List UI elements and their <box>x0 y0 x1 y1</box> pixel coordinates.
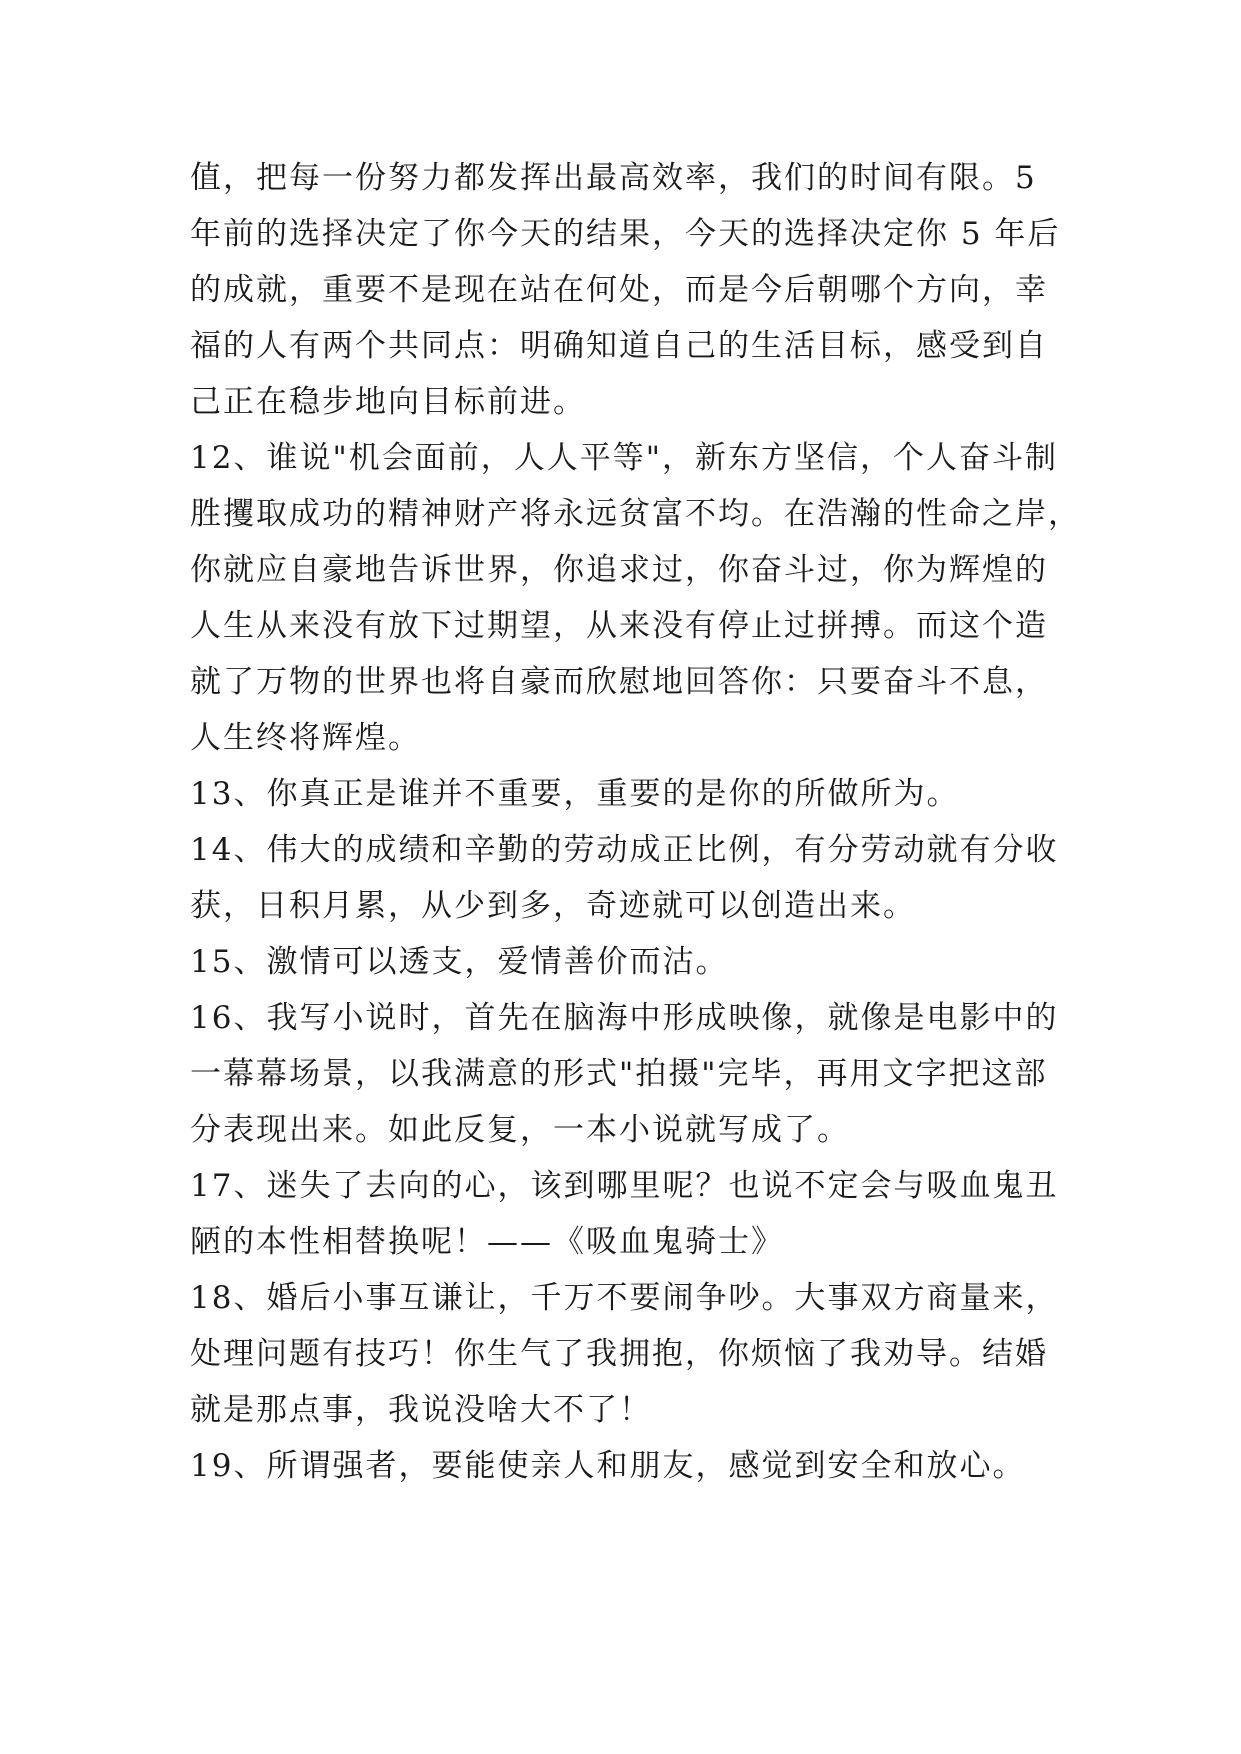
text-line: 16、我写小说时，首先在脑海中形成映像，就像是电影中的 <box>190 1000 1059 1036</box>
text-line: 一幕幕场景，以我满意的形式"拍摄"完毕，再用文字把这部 <box>190 1056 1048 1092</box>
text-line: 12、谁说"机会面前，人人平等"，新东方坚信，个人奋斗制 <box>190 440 1058 476</box>
text-line: 值，把每一份努力都发挥出最高效率，我们的时间有限。5 <box>190 160 1037 196</box>
text-line: 你就应自豪地告诉世界，你追求过，你奋斗过，你为辉煌的 <box>190 552 1048 588</box>
text-line: 人生从来没有放下过期望，从来没有停止过拼搏。而这个造 <box>190 608 1048 644</box>
text-line: 分表现出来。如此反复，一本小说就写成了。 <box>190 1112 850 1148</box>
text-line: 就了万物的世界也将自豪而欣慰地回答你：只要奋斗不息， <box>190 664 1048 700</box>
text-line: 福的人有两个共同点：明确知道自己的生活目标，感受到自 <box>190 328 1048 364</box>
text-line: 就是那点事，我说没啥大不了！ <box>190 1392 652 1428</box>
text-line: 获，日积月累，从少到多，奇迹就可以创造出来。 <box>190 888 916 924</box>
text-line: 处理问题有技巧！你生气了我拥抱，你烦恼了我劝导。结婚 <box>190 1336 1048 1372</box>
text-line: 13、你真正是谁并不重要，重要的是你的所做所为。 <box>190 776 960 812</box>
text-line: 14、伟大的成绩和辛勤的劳动成正比例，有分劳动就有分收 <box>190 832 1059 868</box>
text-line: 人生终将辉煌。 <box>190 720 421 756</box>
text-line: 18、婚后小事互谦让，千万不要闹争吵。大事双方商量来， <box>190 1280 1059 1316</box>
text-line: 19、所谓强者，要能使亲人和朋友，感觉到安全和放心。 <box>190 1448 1026 1484</box>
text-line: 17、迷失了去向的心，该到哪里呢？也说不定会与吸血鬼丑 <box>190 1168 1059 1204</box>
body-text <box>190 150 1081 1494</box>
text-line: 的成就，重要不是现在站在何处，而是今后朝哪个方向，幸 <box>190 272 1048 308</box>
text-line: 15、激情可以透支，爱情善价而沽。 <box>190 944 729 980</box>
text-line: 年前的选择决定了你今天的结果，今天的选择决定你 5 年后 <box>190 216 1061 252</box>
text-line: 陋的本性相替换呢！——《吸血鬼骑士》 <box>190 1224 784 1260</box>
text-line: 己正在稳步地向目标前进。 <box>190 384 586 420</box>
text-line: 胜攫取成功的精神财产将永远贫富不均。在浩瀚的性命之岸， <box>190 496 1081 532</box>
